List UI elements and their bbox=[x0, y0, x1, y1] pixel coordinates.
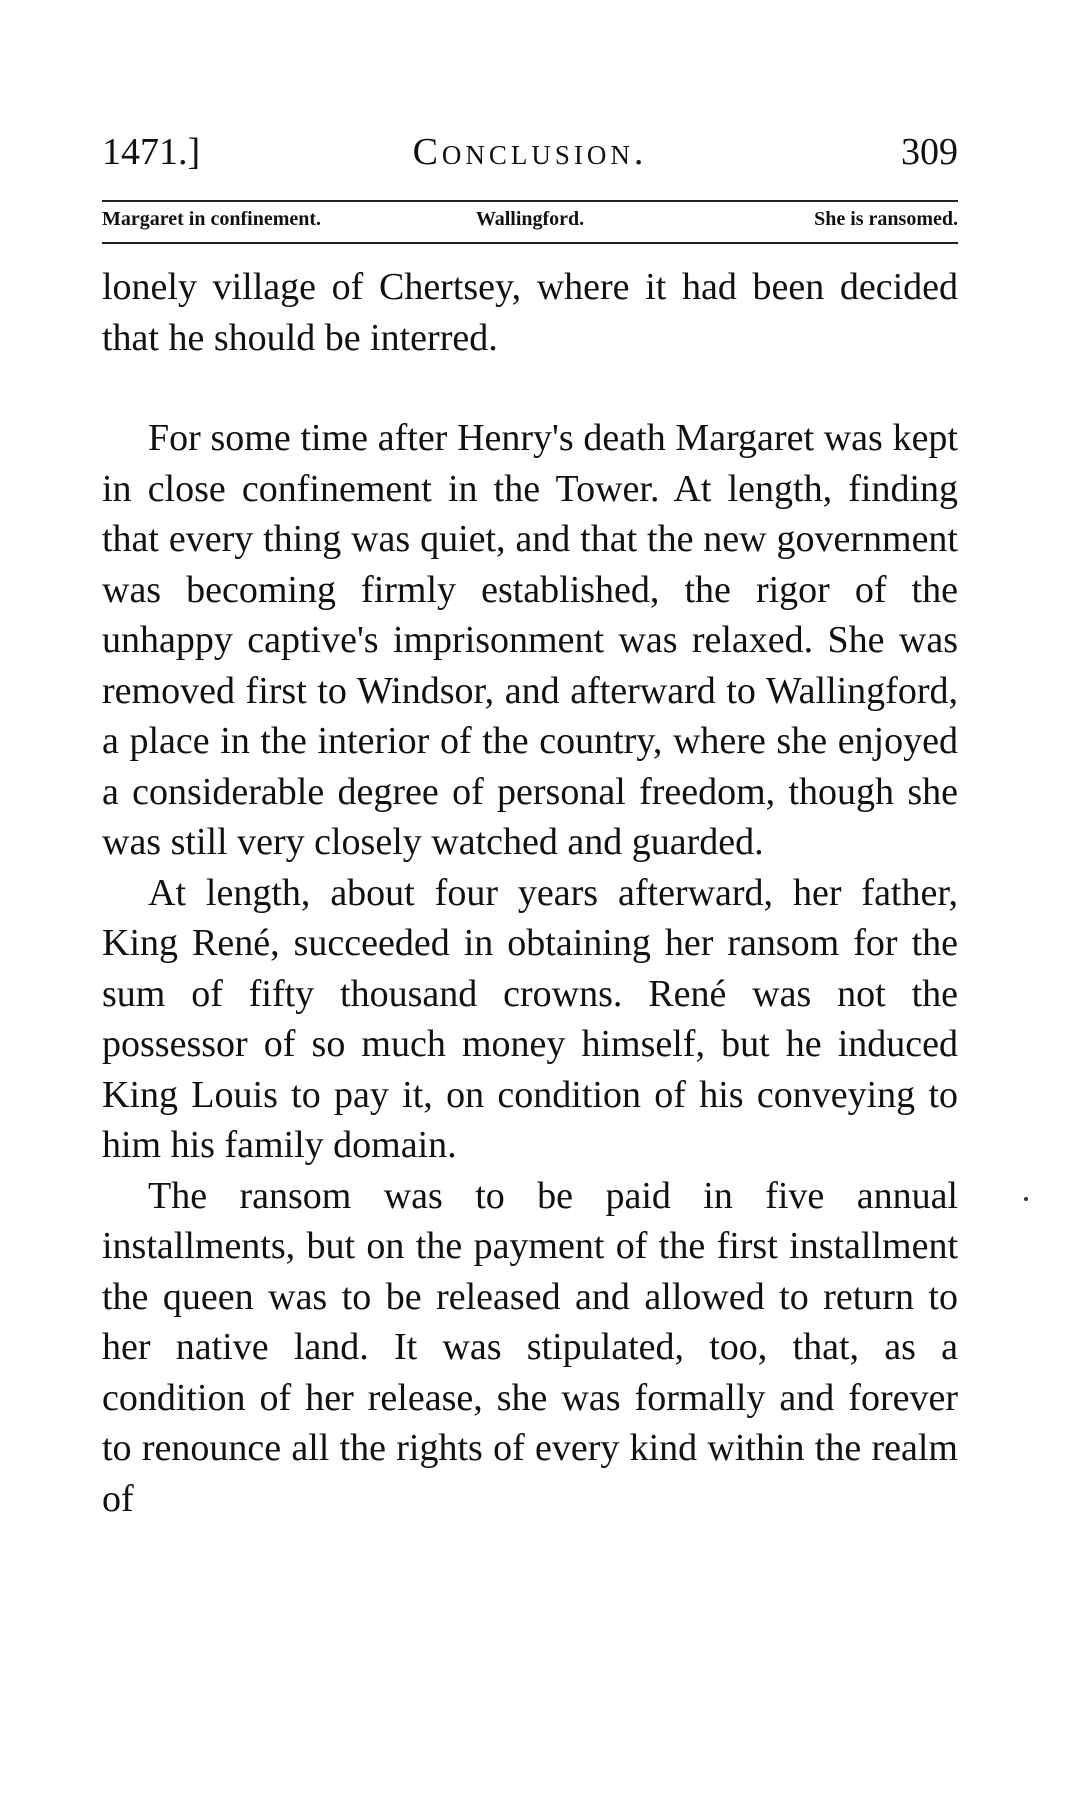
subhead-right: She is ransomed. bbox=[814, 208, 958, 230]
paragraph-continuation: lonely village of Chertsey, where it had been decided that he should be interred. bbox=[102, 266, 958, 359]
print-speck bbox=[1024, 1197, 1028, 1201]
marginal-subheads bbox=[102, 204, 958, 234]
body-text bbox=[102, 262, 958, 1524]
chapter-title: Conclusion. bbox=[412, 131, 648, 173]
paragraph: For some time after Henry's death Margaret was kept in close confinement in the Tower. At length, finding that every thing was quiet, and that the new government was becoming firmly established, the rigor of the unhappy captive's imprisonment was relaxed. She was removed first to Windsor, and afterward to Wallingford, a place in the interior of the country, where she enjoyed a considerable degree of personal freedom, though she was still very closely watched and guarded. bbox=[102, 417, 958, 863]
paragraph: The ransom was to be paid in five annual installments, but on the payment of the first installment the queen was to be released and allowed to return to her native land. It was stipulated, too, that, as a condition of her release, she was formally and forever to renounce all the rights of every kind within the realm of bbox=[102, 1174, 958, 1520]
subhead-left: Margaret in confinement. bbox=[102, 208, 322, 230]
page-number: 309 bbox=[901, 131, 958, 173]
header-rule-bottom bbox=[102, 242, 958, 244]
paragraph: At length, about four years afterward, her father, King René, succeeded in obtaining her ransom for the sum of fifty thousand crowns. René was not the possessor of so much money himself, but he induced King Louis to pay it, on condition of his conveying to him his family domain. bbox=[102, 871, 958, 1166]
running-head bbox=[102, 128, 958, 176]
year-reference: 1471.] bbox=[102, 131, 201, 173]
subhead-center: Wallingford. bbox=[475, 208, 585, 230]
header-rule-top bbox=[102, 200, 958, 202]
